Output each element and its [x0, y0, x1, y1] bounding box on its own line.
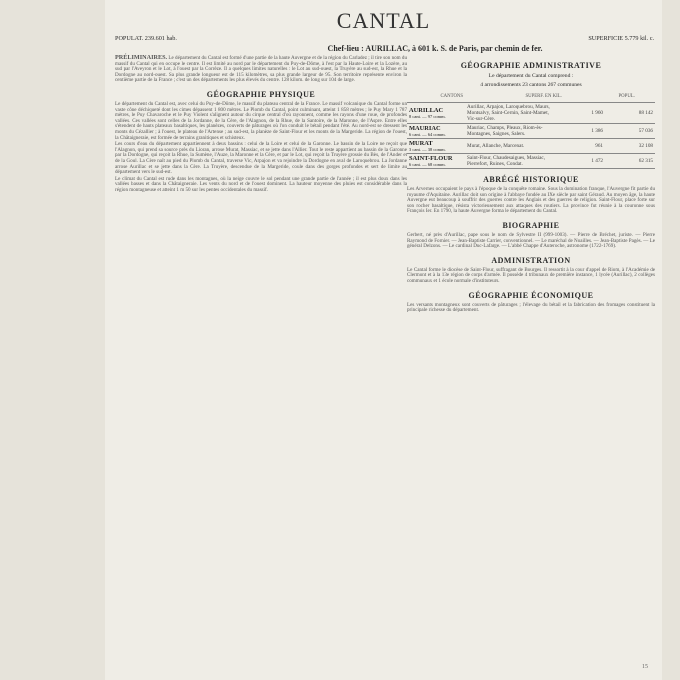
table-row [407, 154, 655, 169]
page-title: CANTAL [336, 8, 431, 33]
arrondissement-small: 6 cant. — 68 comm. [409, 162, 446, 167]
chef-lieu-line: Chef-lieu : AURILLAC, à 601 k. S. de Paris, par chemin de fer. [327, 44, 543, 53]
preliminaires-paragraph [115, 55, 407, 84]
atlas-page [105, 0, 662, 680]
superficie-label: SUPERFICIE 5.779 kil. c. [588, 35, 654, 42]
left-column [115, 55, 407, 194]
population-value: 32 108 [605, 139, 655, 154]
table-header-cell: SUPERF. EN KIL. [525, 94, 562, 99]
arrondissement-name: MURAT [409, 140, 433, 147]
cantons-list: Mauriac, Champs, Pleaux, Riom-ès-Montagnes, Saignes, Salers. [465, 124, 555, 139]
superficie-value: 961 [555, 139, 605, 154]
right-column [407, 55, 655, 315]
arrondissement-small: 6 cant. — 64 comm. [409, 132, 446, 137]
biographie-paragraph: Gerbert, né près d'Aurillac, pape sous le nom de Sylvestre II (999-1003). — Pierre de Bréchet, juriste. — Pierre Raymond de Fornier. — Jean-Baptiste Carrier, conventionnel. — Le maréchal de Noailles. — Jean-Baptiste Pagès. — Le général Delzons. — Le cardinal Duc-Lafarge. — L'abbé Chappe d'Auteroche, astronome (1722-1769). [407, 231, 655, 250]
preliminaires-text: Le département du Cantal est formé d'une partie de la haute Auvergne et de la région du Carladez ; il tire son nom du massif du Cantal qui en occupe le centre. Il est limité au nord par le département du Puy-de-Dôme, à l'est par la Haute-Loire et la Lozère, au sud par l'Aveyron et le Lot, à l'ouest par la Corrèze. Il a quelques limites naturelles : le Lot au sud-ouest, la Truyère au sud-est, la Rhue et la Dordogne au nord-ouest. Sa plus grande longueur est de 115 kilomètres, sa plus grande largeur de 95. Son territoire représente environ la centième partie de la France ; c'est un des départements les plus élevés du centre. 128 kilom. de long sur 104 de large. [115, 55, 407, 84]
geo-paragraph: Le climat du Cantal est rude dans les montagnes, où la neige couvre le sol pendant une grande partie de l'année ; il est plus doux dans les vallées basses et dans la Châtaigneraie. Les vents du nord et de l'ouest dominent. La hauteur moyenne des pluies est considérable dans la région montagneuse et atteint 1 m 50 sur les pentes occidentales du massif. [115, 175, 407, 193]
superficie-value: 1 386 [555, 124, 605, 139]
preliminaires-lead: PRÉLIMINAIRES. [115, 54, 168, 61]
administration-paragraph: Le Cantal forme le diocèse de Saint-Flour, suffragant de Bourges. Il ressortit à la cour d'appel de Riom, à l'Académie de Clermont et à la 13e région de corps d'armée. Il possède 4 tribunaux de première instance, 1 lycée (Aurillac), 2 collèges communaux et 1 école normale d'instituteurs. [407, 266, 655, 284]
population-value: 62 315 [605, 154, 655, 169]
arrondissement-name: MAURIAC [409, 125, 441, 132]
arrondissement-name: AURILLAC [409, 107, 444, 114]
geographie-administrative-heading: GÉOGRAPHIE ADMINISTRATIVE [460, 61, 602, 70]
admin-intro: Le département du Cantal comprend : [488, 73, 574, 79]
admin-summary: 4 arrondissements 23 cantons 267 communes [480, 82, 582, 88]
arrondissement-small: 3 cant. — 38 comm. [409, 147, 446, 152]
superficie-value: 1 960 [555, 103, 605, 124]
biographie-heading: BIOGRAPHIE [502, 220, 560, 230]
page-number: 15 [642, 664, 648, 670]
geographie-economique-heading: GÉOGRAPHIE ÉCONOMIQUE [468, 290, 594, 300]
abrege-historique-heading: ABRÉGÉ HISTORIQUE [483, 175, 579, 184]
cantons-list: Murat, Allanche, Marcenat. [465, 139, 555, 154]
table-row [407, 124, 655, 139]
economique-paragraph: Les versants montagneux sont couverts de pâturages ; l'élevage du bétail et la fabrication des fromages constituent la principale richesse du département. [407, 301, 655, 314]
table-header-cell: POPUL. [618, 94, 635, 99]
population-value: 57 036 [605, 124, 655, 139]
population-label: POPULAT. 239.601 hab. [115, 35, 177, 42]
geo-paragraph: Les cours d'eau du département appartiennent à deux bassins : celui de la Loire et celui de la Garonne. Le bassin de la Loire ne reçoit que l'Alagnon, qui prend sa source près du Lioran, arrose Murat, Massiac, et se jette dans l'Allier. Tout le reste appartient au bassin de la Garonne par la Dordogne, qui reçoit la Rhue, la Sumène, l'Auze, la Maronne et la Cère, et par le Lot, qui reçoit la Truyère grossie du Bès, de l'Ander et de la Goul. La Cère naît au pied du Plomb du Cantal, traverse Vic, Arpajon et va rejoindre la Dordogne en aval de Laroquebrou. La Jordanne arrose Aurillac et se jette dans la Cère. La Truyère, descendue de la Margeride, coule dans des gorges profondes et sert de limite au département vers le sud-est. [115, 141, 407, 176]
administration-heading: ADMINISTRATION [491, 255, 571, 265]
table-row [407, 139, 655, 154]
table-row [407, 103, 655, 124]
cantons-list: Aurillac, Arpajon, Laroquebrou, Maurs, Montsalvy, Saint-Cernin, Saint-Mamet, Vic-sur-Cère. [465, 103, 555, 124]
cantons-list: Saint-Flour, Chaudesaigues, Massiac, Pierrefort, Ruines, Condat. [465, 154, 555, 169]
geographie-physique-heading: GÉOGRAPHIE PHYSIQUE [206, 89, 316, 99]
arrondissement-name: SAINT-FLOUR [409, 155, 453, 162]
historique-paragraph: Les Arvernes occupaient le pays à l'époque de la conquête romaine. Sous la domination franque, l'Auvergne fit partie du royaume d'Aquitaine. Aurillac doit son origine à l'abbaye fondée au IXe siècle par saint Géraud. Au moyen âge, la haute Auvergne eut beaucoup à souffrir des guerres contre les Anglais et des guerres de religion. Saint-Flour, place forte sur son rocher basaltique, résista victorieusement aux attaques des routiers. La province fut réunie à la couronne sous François Ier. En 1790, la haute Auvergne forma le département du Cantal. [407, 186, 655, 215]
arrondissement-small: 8 cant. — 97 comm. [409, 114, 446, 119]
population-value: 88 142 [605, 103, 655, 124]
arrondissement-table [407, 102, 655, 169]
table-header-cell: CANTONS [440, 94, 464, 99]
table-header-cell [409, 93, 415, 100]
geo-paragraph: Le département du Cantal est, avec celui du Puy-de-Dôme, le massif du plateau central de la France. Le massif volcanique du Cantal forme un vaste cône déchiqueté dont les cimes dépassent 1 800 mètres. Le Plomb du Cantal, point culminant, atteint 1 858 mètres ; le Puy Mary 1 787 mètres, le Puy Chavaroche et le Puy Violent s'alignent autour du cirque central d'où rayonnent, comme les rayons d'une roue, de profondes vallées. Ces vallées sont celles de la Jordanne, de la Cère, de l'Alagnon, de la Rhue, de la Santoire, de la Maronne, de l'Aspre. Entre elles s'étendent de hauts plateaux basaltiques, les planèzes, couverts de pâturages où l'on conduit le bétail pendant l'été. Au nord-est se dressent les monts du Cézallier ; à l'ouest, le plateau de l'Artense ; au sud-est, la planèze de Saint-Flour et les monts de la Margeride. La région de l'ouest, la Châtaigneraie, est formée de terrains granitiques et schisteux. [115, 100, 407, 141]
arrondissement-table-header [407, 91, 655, 102]
superficie-value: 1 472 [555, 154, 605, 169]
